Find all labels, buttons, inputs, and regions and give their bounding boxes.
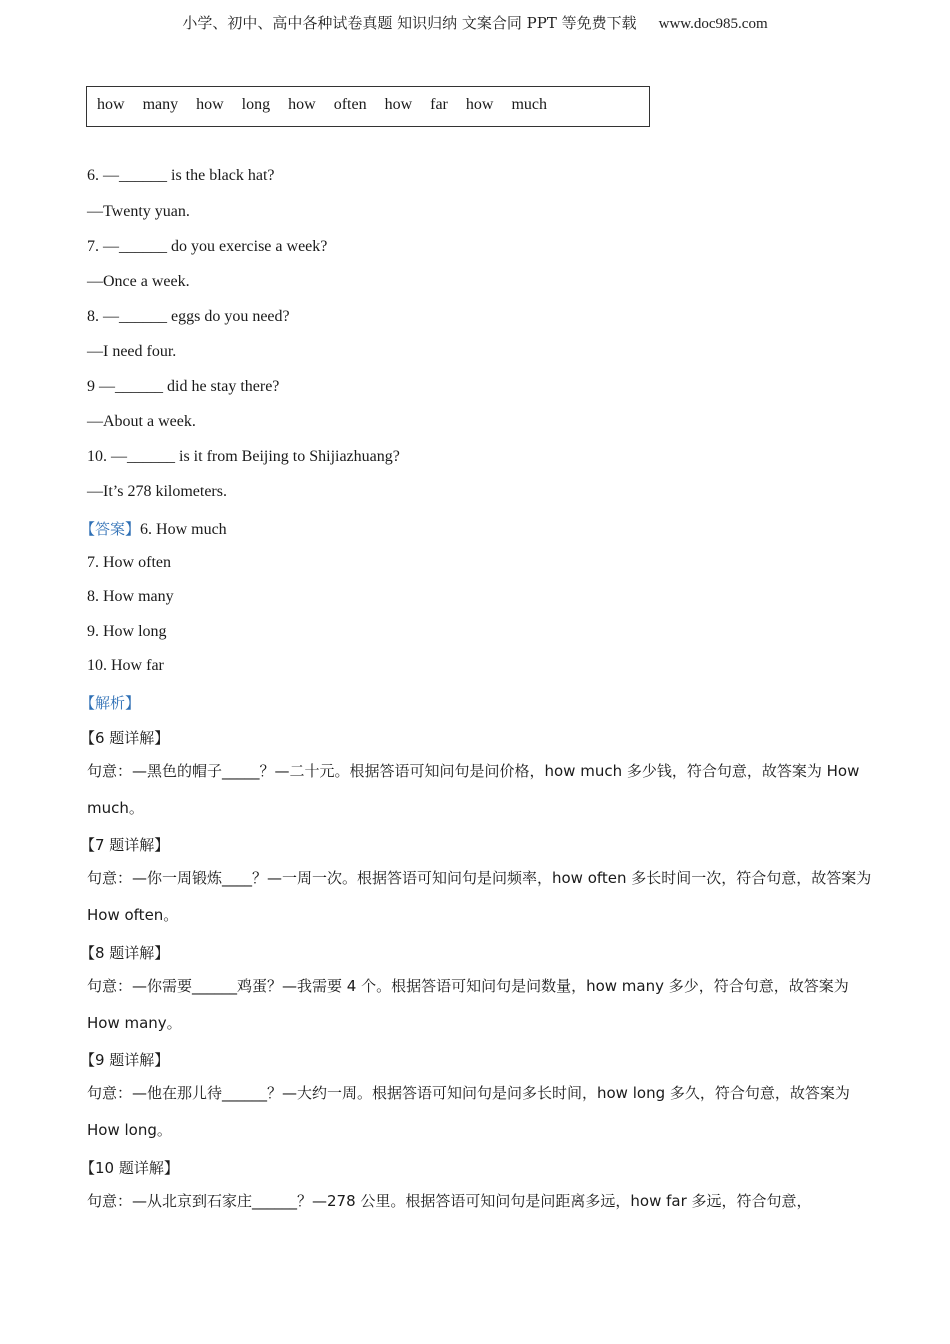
- word-bank-item: many: [142, 96, 179, 113]
- page-header: [0, 12, 950, 33]
- response-9: —About a week.: [87, 413, 196, 430]
- response-10: —It’s 278 kilometers.: [87, 483, 227, 500]
- answer-6: 6. How much: [140, 521, 227, 538]
- word-bank-item: long: [241, 96, 271, 113]
- question-8: 8. —______ eggs do you need?: [87, 308, 290, 325]
- detail-title-7: 【7 题详解】: [80, 836, 170, 854]
- response-8: —I need four.: [87, 343, 177, 360]
- word-bank-item: far: [430, 96, 448, 113]
- detail-title-6: 【6 题详解】: [80, 729, 170, 747]
- header-text: 小学、初中、高中各种试卷真题 知识归纳 文案合同 PPT 等免费下载: [182, 14, 637, 32]
- word-bank-item: how: [196, 96, 224, 113]
- answer-8: 8. How many: [87, 588, 174, 605]
- question-10: 10. —______ is it from Beijing to Shijiazhuang?: [87, 448, 400, 465]
- header-site-link[interactable]: www.doc985.com: [658, 16, 768, 32]
- answer-7: 7. How often: [87, 554, 171, 571]
- detail-title-10: 【10 题详解】: [80, 1159, 179, 1177]
- answer-line: [80, 518, 227, 539]
- response-7: —Once a week.: [87, 273, 190, 290]
- answer-label: 【答案】: [80, 520, 141, 538]
- detail-text-10: 句意：—从北京到石家庄______？—278 公里。根据答语可知问句是问距离多远，how far 多远，符合句意，: [87, 1192, 812, 1210]
- answer-10: 10. How far: [87, 657, 164, 674]
- word-bank-item: often: [333, 96, 367, 113]
- detail-text-9: 句意：—他在那儿待______？—大约一周。根据答语可知问句是问多长时间，how long 多久，符合句意，故答案为 How long。: [87, 1084, 850, 1139]
- detail-text-8: 句意：—你需要______鸡蛋？—我需要 4 个。根据答语可知问句是问数量，how many 多少，符合句意，故答案为 How many。: [87, 977, 849, 1032]
- word-bank-item: how: [288, 96, 316, 113]
- question-9: 9 —______ did he stay there?: [87, 378, 280, 395]
- word-bank-item: how: [384, 96, 413, 113]
- analysis-label: 【解析】: [80, 694, 141, 712]
- detail-title-9: 【9 题详解】: [80, 1051, 170, 1069]
- word-bank-box: [86, 86, 650, 127]
- answer-9: 9. How long: [87, 623, 167, 640]
- response-6: —Twenty yuan.: [87, 203, 190, 220]
- question-6: 6. —______ is the black hat?: [87, 167, 275, 184]
- word-bank-item: how: [465, 96, 494, 113]
- question-7: 7. —______ do you exercise a week?: [87, 238, 328, 255]
- word-bank-item: much: [511, 96, 547, 113]
- word-bank-item: how: [97, 96, 125, 113]
- detail-text-6: 句意：—黑色的帽子_____？—二十元。根据答语可知问句是问价格，how much 多少钱，符合句意，故答案为 How much。: [87, 762, 860, 817]
- detail-text-7: 句意：—你一周锻炼____？—一周一次。根据答语可知问句是问频率，how often 多长时间一次，符合句意，故答案为 How often。: [87, 869, 872, 924]
- detail-title-8: 【8 题详解】: [80, 944, 170, 962]
